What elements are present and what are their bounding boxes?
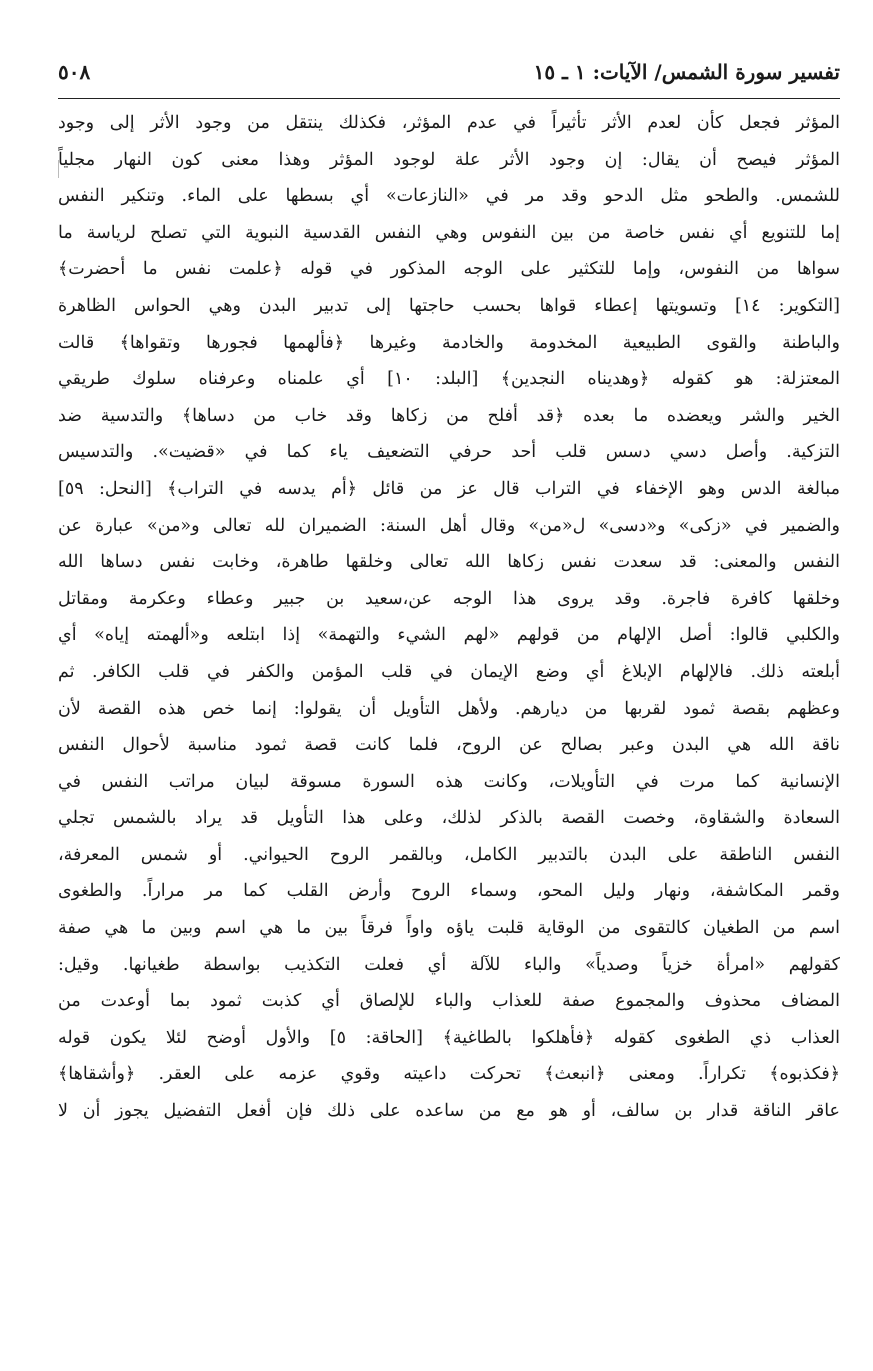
text-line: المضاف محذوف والمجموع صفة للعذاب والباء للإلصاق أي كذبت ثمود بما أوعدت من: [58, 991, 840, 1012]
text-line: الإنسانية كما مرت في التأويلات، وكانت هذه السورة مسوقة لبيان مراتب النفس في: [58, 771, 840, 792]
text-line: ﴿فكذبوه﴾ تكراراً. ومعنى ﴿انبعث﴾ تحركت داعيته وقوي عزمه على العقر. ﴿وأشقاها﴾: [58, 1064, 840, 1085]
running-title: تفسير سورة الشمس/ الآيات: ١ ـ ١٥: [533, 60, 840, 84]
text-line: ناقة الله هي البدن وعبر بصالح عن الروح، فلما كانت قصة ثمود مناسبة لأحوال النفس: [58, 735, 840, 756]
text-line: المؤثر فجعل كأن لعدم الأثر تأثيراً في عدم المؤثر، فكذلك ينتقل من وجود الأثر إلى وجود: [58, 113, 840, 133]
text-line: أبلعته ذلك. فالإلهام الإبلاغ أي وضع الإيمان في قلب المؤمن والكفر في قلب الكافر. ثم: [58, 661, 840, 682]
text-line: والباطنة والقوى الطبيعية المخدومة والخادمة وغيرها ﴿فألهمها فجورها وتقواها﴾ قالت: [58, 332, 840, 353]
page-number: ٥٠٨: [58, 60, 91, 84]
text-line: التزكية. وأصل دسي دسس قلب أحد حرفي التضعيف ياء كما في «قضيت». والتدسيس: [58, 442, 840, 463]
text-line: للشمس. والطحو مثل الدحو وقد مر في «النازعات» أي بسطها على الماء. وتنكير النفس: [58, 186, 840, 207]
text-line: وعظهم بقصة ثمود لقربها من ديارهم. ولأهل التأويل أن يقولوا: إنما خص هذه القصة لأن: [58, 698, 840, 719]
text-line: المؤثر فيصح أن يقال: إن وجود الأثر علة لوجود المؤثر وهذا معنى كون النهار مجلياً: [58, 149, 840, 170]
text-line: السعادة والشقاوة، وخصت القصة بالذكر لذلك، وعلى هذا التأويل قد يراد بالشمس تجلي: [58, 808, 840, 829]
text-line: والضمير في «زكى» و«دسى» ل«من» وقال أهل السنة: الضميران لله تعالى و«من» عبارة عن: [58, 515, 840, 536]
text-line: والكلبي قالوا: أصل الإلهام من قولهم «لهم الشيء والتهمة» إذا ابتلعه و«ألهمته إياه» أي: [58, 625, 840, 646]
text-line: وقمر المكاشفة، ونهار وليل المحو، وسماء الروح وأرض القلب كما مر مراراً. والطغوى: [58, 881, 840, 902]
text-line: إما للتنويع أي نفس خاصة من بين النفوس وهي النفس القدسية النبوية التي تصلح لرياسة ما: [58, 222, 840, 243]
text-line: [التكوير: ١٤] وتسويتها إعطاء قواها بحسب حاجتها إلى تدبير البدن وهي الحواس الظاهرة: [58, 295, 840, 316]
text-line: وخلقها كافرة فاجرة. وقد يروى هذا الوجه عن،سعيد بن جبير وعطاء وعكرمة ومقاتل: [58, 588, 840, 609]
text-line: سواها من النفوس، وإما للتكثير على الوجه المذكور في قوله ﴿علمت نفس ما أحضرت﴾: [58, 259, 840, 280]
book-page: [58, 58, 840, 1348]
text-line: الخير والشر ويعضده ما بعده ﴿قد أفلح من زكاها وقد خاب من دساها﴾ والتدسية ضد: [58, 405, 840, 426]
text-line: المعتزلة: هو كقوله ﴿وهديناه النجدين﴾ [البلد: ١٠] أي علمناه وعرفناه سلوك طريقي: [58, 369, 840, 390]
text-line: النفس الناطقة على البدن بالتدبير الكامل، وبالقمر الروح الحيواني. أو شمس المعرفة،: [58, 844, 840, 865]
page-header: [58, 58, 840, 99]
text-line: العذاب ذي الطغوى كقوله ﴿فأهلكوا بالطاغية﴾ [الحاقة: ٥] والأول أوضح لئلا يكون قوله: [58, 1027, 840, 1048]
text-line: مبالغة الدس وهو الإخفاء في التراب قال عز من قائل ﴿أم يدسه في التراب﴾ [النحل: ٥٩]: [58, 478, 840, 499]
text-line: عاقر الناقة قدار بن سالف، أو هو مع من ساعده على ذلك فإن أفعل التفضيل يجوز أن لا: [58, 1101, 840, 1122]
text-line: كقولهم «امرأة خزياً وصدياً» والباء للآلة أي فعلت التكذيب بواسطة طغيانها. وقيل:: [58, 954, 840, 975]
body-text: [58, 105, 840, 1130]
text-line: اسم من الطغيان كالتقوى من الوقاية قلبت ياؤه واواً فرقاً بين ما هي اسم وبين ما هي صفة: [58, 918, 840, 939]
text-line: النفس والمعنى: قد سعدت نفس زكاها الله تعالى وخلقها طاهرة، وخابت نفس دساها الله: [58, 552, 840, 573]
